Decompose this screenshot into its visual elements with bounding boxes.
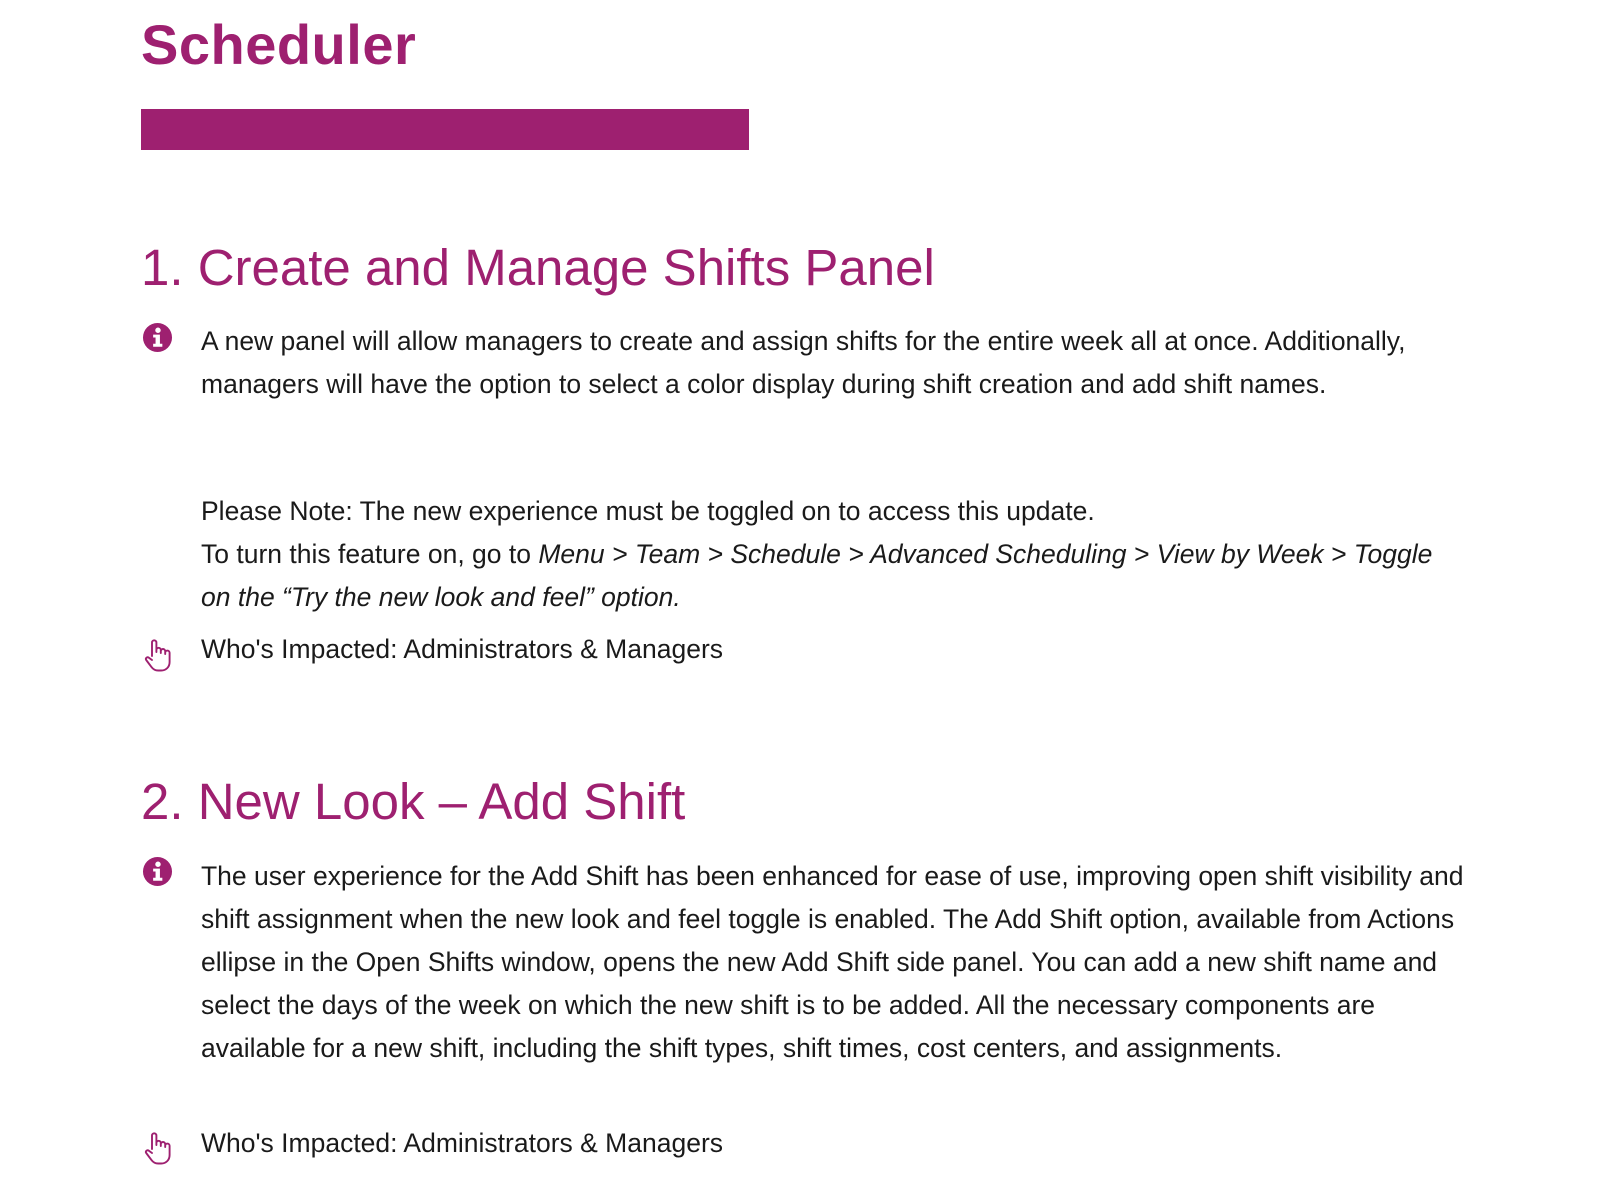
section-1-heading: 1. Create and Manage Shifts Panel: [141, 239, 935, 296]
title-underline-bar: [141, 109, 749, 150]
section-2-description: The user experience for the Add Shift has been enhanced for ease of use, improving open shift visibility and shift assignment when the new look and feel toggle is enabled. The Add Shift option, available from Actions ellipse in the Open Shifts window, opens the new Add Shift side panel. You can add a new shift name and select the days of the week on which the new shift is to be added. All the necessary components are available for a new shift, including the shift types, shift times, cost centers, and assignments.: [201, 861, 1464, 1063]
info-icon: [142, 856, 173, 887]
section-1-description: A new panel will allow managers to create and assign shifts for the entire week all at once. Additionally, managers will have the option to select a color display during shift creation and add shift names.: [201, 326, 1406, 399]
instruction-menu-path: Menu > Team > Schedule > Advanced Scheduling > View by Week > Toggle on the “Try the new look and feel” option.: [201, 539, 1433, 612]
pointing-hand-icon: [142, 637, 174, 673]
info-icon: [142, 322, 173, 353]
section-2-impacted: Who's Impacted: Administrators & Managers: [201, 1128, 724, 1158]
section-1-note: Please Note: The new experience must be toggled on to access this update.: [201, 496, 1095, 526]
page-title: Scheduler: [141, 13, 417, 76]
section-2-heading: 2. New Look – Add Shift: [141, 773, 686, 830]
instruction-prefix: To turn this feature on, go to: [201, 539, 539, 569]
section-1-impacted: Who's Impacted: Administrators & Managers: [201, 634, 724, 664]
pointing-hand-icon: [142, 1130, 174, 1166]
section-1-instruction: [201, 533, 1466, 619]
